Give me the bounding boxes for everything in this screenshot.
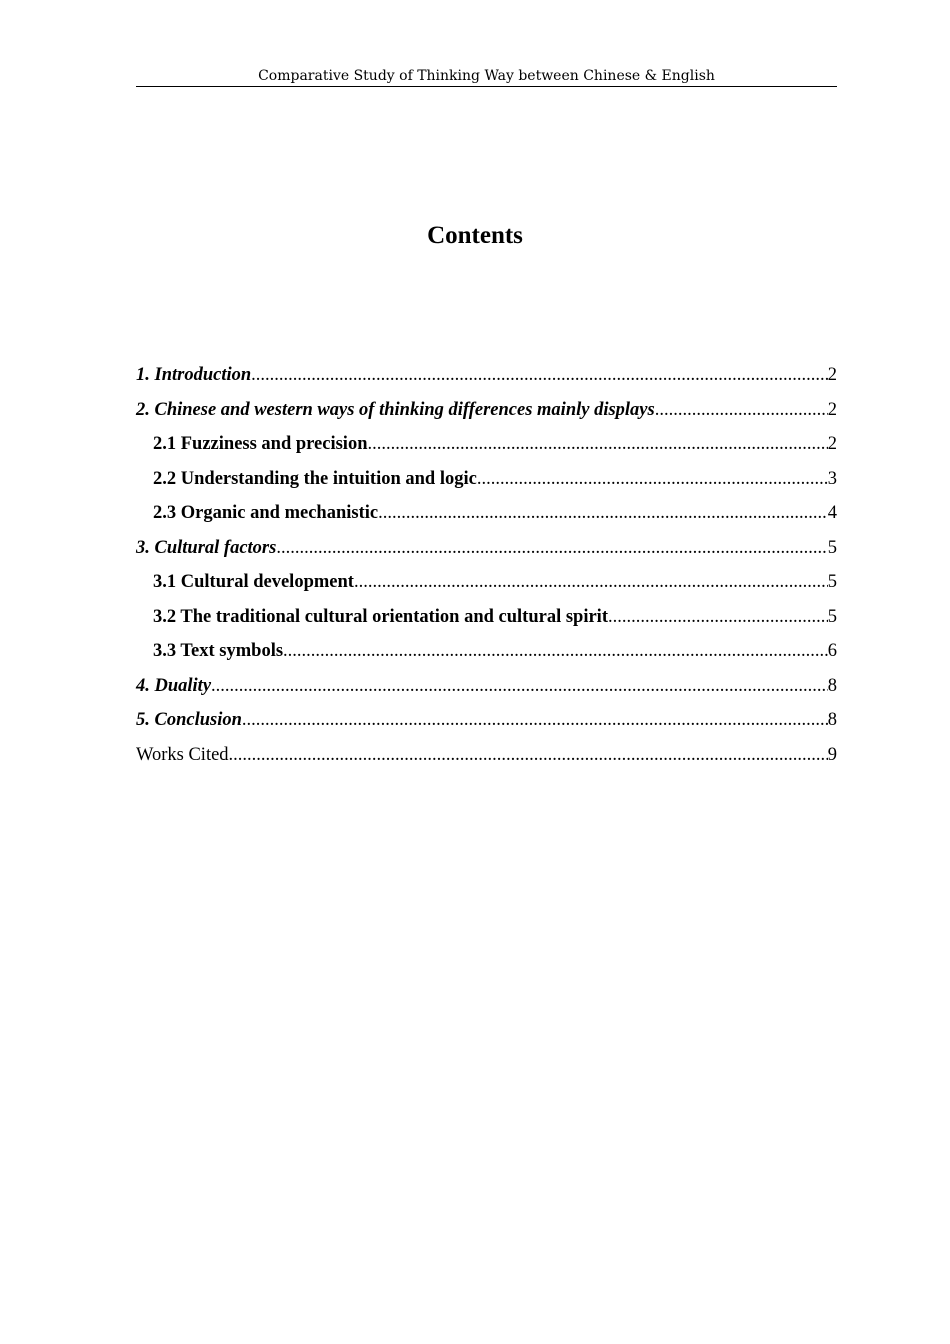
toc-entry-page: 6 [827,641,837,661]
toc-entry-page: 4 [827,503,837,523]
toc-leader-dots [283,638,828,664]
toc-leader-dots [655,397,828,423]
toc-entry[interactable] [136,673,837,708]
toc-leader-dots [229,742,828,768]
toc-entry[interactable] [136,707,837,742]
toc-entry-page: 5 [827,572,837,592]
toc-entry-page: 9 [827,744,837,765]
toc-leader-dots [251,362,828,388]
contents-heading: Contents [427,222,523,249]
toc-entry[interactable] [136,431,837,466]
running-header-title: Comparative Study of Thinking Way between Chinese & English [258,68,715,84]
toc-leader-dots [276,535,827,561]
toc-entry-label: 2. Chinese and western ways of thinking differences mainly displays [136,399,655,420]
toc-leader-dots [378,500,828,526]
toc-entry-page: 2 [827,434,837,454]
toc-entry-label: Works Cited [136,744,229,765]
toc-entry[interactable] [136,742,837,777]
toc-leader-dots [367,431,827,457]
toc-entry[interactable] [136,569,837,604]
toc-entry-label: 3.2 The traditional cultural orientation and cultural spirit [153,606,608,627]
toc-entry[interactable] [136,500,837,535]
toc-entry-label: 2.3 Organic and mechanistic [153,503,379,523]
table-of-contents [136,362,837,776]
toc-entry-page: 3 [827,468,837,489]
toc-entry-label: 3.1 Cultural development [153,572,354,592]
toc-entry-label: 4. Duality [136,675,212,696]
toc-entry-page: 8 [827,710,837,730]
toc-entry[interactable] [136,638,837,673]
toc-entry-page: 5 [827,537,837,558]
toc-leader-dots [354,569,828,595]
toc-leader-dots [242,707,828,733]
toc-entry[interactable] [136,362,837,397]
toc-entry-label: 5. Conclusion [136,710,242,730]
toc-entry[interactable] [136,535,837,570]
toc-entry-label: 2.2 Understanding the intuition and logic [153,468,477,489]
toc-leader-dots [477,466,828,492]
toc-leader-dots [608,604,828,630]
running-header [136,66,837,87]
toc-entry-label: 3.3 Text symbols [153,641,284,661]
toc-entry-label: 2.1 Fuzziness and precision [153,434,368,454]
toc-entry[interactable] [136,397,837,432]
toc-entry[interactable] [136,466,837,501]
toc-entry-page: 2 [827,365,837,385]
toc-entry-label: 3. Cultural factors [136,537,277,558]
toc-entry[interactable] [136,604,837,639]
toc-entry-label: 1. Introduction [136,365,252,385]
toc-entry-page: 8 [827,675,837,696]
toc-entry-page: 2 [827,399,837,420]
toc-entry-page: 5 [827,606,837,627]
toc-leader-dots [211,673,828,699]
